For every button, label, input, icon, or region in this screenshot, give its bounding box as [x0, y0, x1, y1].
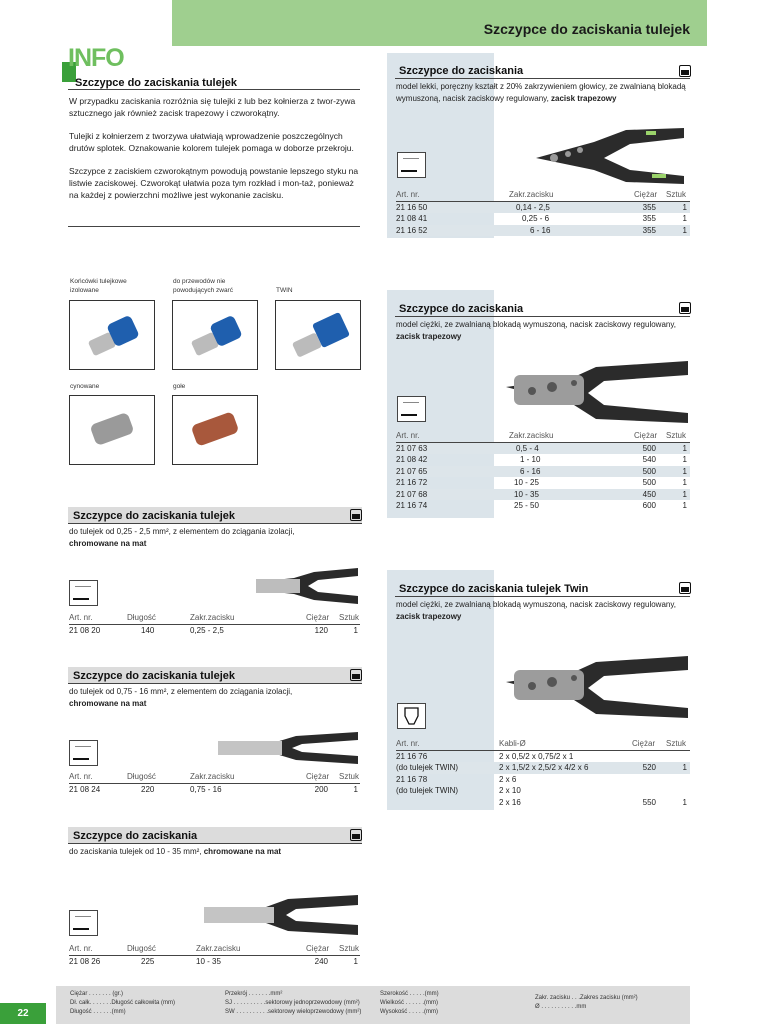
- info-badge: INFO: [68, 44, 124, 72]
- crimper-image: [534, 124, 686, 186]
- crimp-profile-icon: [69, 580, 98, 606]
- col-header: Sztuk: [666, 739, 687, 748]
- col-header: Kabli-Ø: [499, 739, 526, 748]
- product-table: [69, 943, 360, 967]
- divider: [68, 89, 360, 90]
- desc-bold: chromowane na mat: [69, 699, 147, 708]
- table-row: (do tulejek TWIN) 2 x 10: [396, 786, 521, 795]
- product-table: [396, 189, 690, 236]
- crimp-profile-icon: [397, 396, 426, 422]
- col-header: Sztuk: [339, 944, 360, 953]
- ferrule-caption: do przewodów nie powodujących zwarć: [173, 278, 233, 294]
- product-desc: [69, 846, 363, 858]
- product-table: [69, 612, 360, 636]
- desc-text: do tulejek od 0,25 - 2,5 mm², z elementem do zciągania izolacji,: [69, 527, 295, 536]
- desc-bold: chromowane na mat: [203, 847, 282, 856]
- table-row: 21 08 41 0,25 - 6 355 1: [396, 214, 687, 223]
- col-header: Zakr.zacisku: [509, 431, 554, 440]
- product-title: Szczypce do zaciskania tulejek: [73, 510, 236, 522]
- col-header: Art. nr.: [69, 772, 93, 781]
- ferrule-caption: TWIN: [276, 287, 293, 294]
- col-header: Ciężar: [306, 944, 330, 953]
- table-row: 21 16 52 6 - 16 355 1: [396, 225, 690, 237]
- crimper-image: [504, 652, 690, 722]
- desc-bold: chromowane na mat: [69, 539, 147, 548]
- desc-text: do tulejek od 0,75 - 16 mm², z elementem do zciągania izolacji,: [69, 687, 293, 696]
- col-header: Sztuk: [666, 431, 687, 440]
- product-table: [396, 738, 690, 808]
- divider: [395, 78, 690, 79]
- twin-profile-icon: [397, 703, 426, 729]
- product-desc: [69, 686, 363, 710]
- desc-text: model ciężki, ze zwalnianą blokadą wymuszoną, nacisk zaciskowy regulowany,: [396, 600, 676, 609]
- col-header: Art. nr.: [396, 739, 420, 748]
- product-desc: [396, 599, 690, 623]
- product-table: [69, 771, 360, 795]
- product-desc: [69, 526, 363, 550]
- desc-text: model lekki, poręczny kształt z 20% zakrzywieniem głowicy, ze zwalnianą blokadą wymuszoną, nacisk zaciskowy regulowany,: [396, 82, 686, 103]
- ferrule-caption: Końcówki tulejkowe izolowane: [70, 278, 127, 294]
- table-row: 21 08 24 220 0,75 - 16 200 1: [69, 784, 358, 794]
- product-title: Szczypce do zaciskania tulejek: [73, 670, 236, 682]
- crimp-profile-icon: [69, 910, 98, 936]
- col-header: Art. nr.: [396, 190, 420, 199]
- col-header: Ciężar: [306, 613, 330, 622]
- legend-col: Zakr. zacisku . . .Zakres zacisku (mm²) Ø . . . . . . . . . . .mm: [535, 995, 638, 1010]
- table-row: 21 07 65 6 - 16 500 1: [396, 466, 690, 478]
- ferrule-photo-twin: [275, 300, 361, 370]
- pliers-image: [216, 730, 360, 766]
- table-row: 21 16 72 10 - 25 500 1: [396, 478, 687, 487]
- table-row: 21 16 78 2 x 6: [396, 774, 517, 784]
- table-row: 21 16 74 25 - 50 600 1: [396, 501, 687, 510]
- product-title: Szczypce do zaciskania: [399, 65, 524, 77]
- info-paragraph: Tulejki z kołnierzem z tworzywa ułatwiają wprowadzenie poszczególnych drutów splotek. Oznakowanie kolorem tulejek pomaga w doborze przekroju.: [69, 131, 354, 153]
- crimper-image: [504, 357, 690, 427]
- col-header: Zakr.zacisku: [509, 190, 554, 199]
- desc-text: model ciężki, ze zwalnianą blokadą wymuszoną, nacisk zaciskowy regulowany,: [396, 320, 676, 329]
- col-header: Ciężar: [632, 739, 656, 748]
- table-row: (do tulejek TWIN) 2 x 1,5/2 x 2,5/2 x 4/2 x 6 520 1: [396, 762, 690, 774]
- ferrule-photo-nonshort: [172, 300, 258, 370]
- desc-text: do zaciskania tulejek od 10 - 35 mm²,: [69, 847, 204, 856]
- col-header: Ciężar: [634, 431, 658, 440]
- crimp-profile-icon: [69, 740, 98, 766]
- col-header: Zakr.zacisku: [196, 944, 241, 953]
- crimp-profile-icon: [397, 152, 426, 178]
- table-row: 21 07 68 10 - 35 450 1: [396, 489, 690, 501]
- product-icon: [350, 829, 362, 841]
- divider: [68, 523, 362, 524]
- legend-col: Szerokość . . . . .(mm) Wielkość . . . . . .(mm) Wysokość . . . . .(mm): [380, 991, 439, 1015]
- product-desc: [396, 81, 690, 105]
- col-header: Długość: [127, 944, 156, 953]
- ferrule-photo-insulated: [69, 300, 155, 370]
- product-icon: [679, 582, 691, 594]
- col-header: Sztuk: [339, 613, 360, 622]
- col-header: Sztuk: [666, 190, 687, 199]
- col-header: Długość: [127, 613, 156, 622]
- ferrule-photo-bare: [172, 395, 258, 465]
- product-title: Szczypce do zaciskania tulejek Twin: [399, 583, 589, 595]
- table-row: 21 16 76 2 x 0,5/2 x 0,75/2 x 1: [396, 751, 574, 761]
- legend-col: Przekrój . . . . . . .mm² SJ . . . . . . . . . .sektorowy jednoprzewodowy (mm²) SW . . . . . . . . . .sektorowy wieloprzewodowy (mm²): [225, 991, 362, 1015]
- desc-bold: zacisk trapezowy: [551, 94, 617, 103]
- product-icon: [679, 65, 691, 77]
- table-row: 21 07 63 0,5 - 4 500 1: [396, 443, 690, 455]
- desc-bold: zacisk trapezowy: [396, 332, 462, 341]
- divider: [68, 226, 360, 227]
- divider: [68, 683, 362, 684]
- info-text: [69, 95, 359, 212]
- pliers-image: [202, 893, 360, 937]
- desc-bold: zacisk trapezowy: [396, 612, 462, 621]
- col-header: Zakr.zacisku: [190, 613, 235, 622]
- product-table: [396, 430, 690, 512]
- info-paragraph: Szczypce z zaciskiem czworokątnym powodują powstanie lepszego styku na listwie zaciskowej. Czworokąt ułatwia poza tym rozkład i mon-taż, ponieważ na każdej z powierzchni możliwe jest wykonanie zacisku.: [69, 166, 359, 200]
- table-row: 21 08 26 225 10 - 35 240 1: [69, 956, 358, 966]
- page-number: 22: [0, 1003, 46, 1024]
- table-row: 21 08 20 140 0,25 - 2,5 120 1: [69, 625, 358, 635]
- col-header: Art. nr.: [69, 613, 93, 622]
- table-row: 2 x 16 550 1: [499, 797, 687, 807]
- pliers-image: [254, 566, 360, 606]
- product-title: Szczypce do zaciskania: [73, 830, 198, 842]
- product-desc: [396, 319, 690, 343]
- col-header: Długość: [127, 772, 156, 781]
- col-header: Ciężar: [634, 190, 658, 199]
- col-header: Sztuk: [339, 772, 360, 781]
- table-row: 21 08 42 1 - 10 540 1: [396, 455, 687, 464]
- table-row: 21 16 50 0,14 - 2,5 355 1: [396, 202, 690, 214]
- info-paragraph: W przypadku zaciskania rozróżnia się tulejki z lub bez kołnierza z twor-zywa sztucznego jak również zacisk trapezowy i czworokątny.: [69, 96, 356, 118]
- col-header: Zakr.zacisku: [190, 772, 235, 781]
- col-header: Art. nr.: [69, 944, 93, 953]
- col-header: Ciężar: [306, 772, 330, 781]
- page-header: [172, 0, 707, 46]
- divider: [395, 596, 690, 597]
- legend-col: Ciężar . . . . . . . (gr.) Dł. całk. . . . . . .Długość całkowita (mm) Długość . . . . . .(mm): [70, 991, 176, 1015]
- divider: [68, 843, 362, 844]
- product-title: Szczypce do zaciskania: [399, 303, 524, 315]
- ferrule-caption: gołe: [173, 383, 186, 390]
- page-title: Szczypce do zaciskania tulejek: [483, 21, 690, 37]
- product-icon: [679, 302, 691, 314]
- divider: [395, 316, 690, 317]
- col-header: Art. nr.: [396, 431, 420, 440]
- info-title: Szczypce do zaciskania tulejek: [75, 77, 238, 89]
- product-icon: [350, 669, 362, 681]
- product-icon: [350, 509, 362, 521]
- ferrule-photo-tinned: [69, 395, 155, 465]
- ferrule-caption: cynowane: [70, 383, 100, 390]
